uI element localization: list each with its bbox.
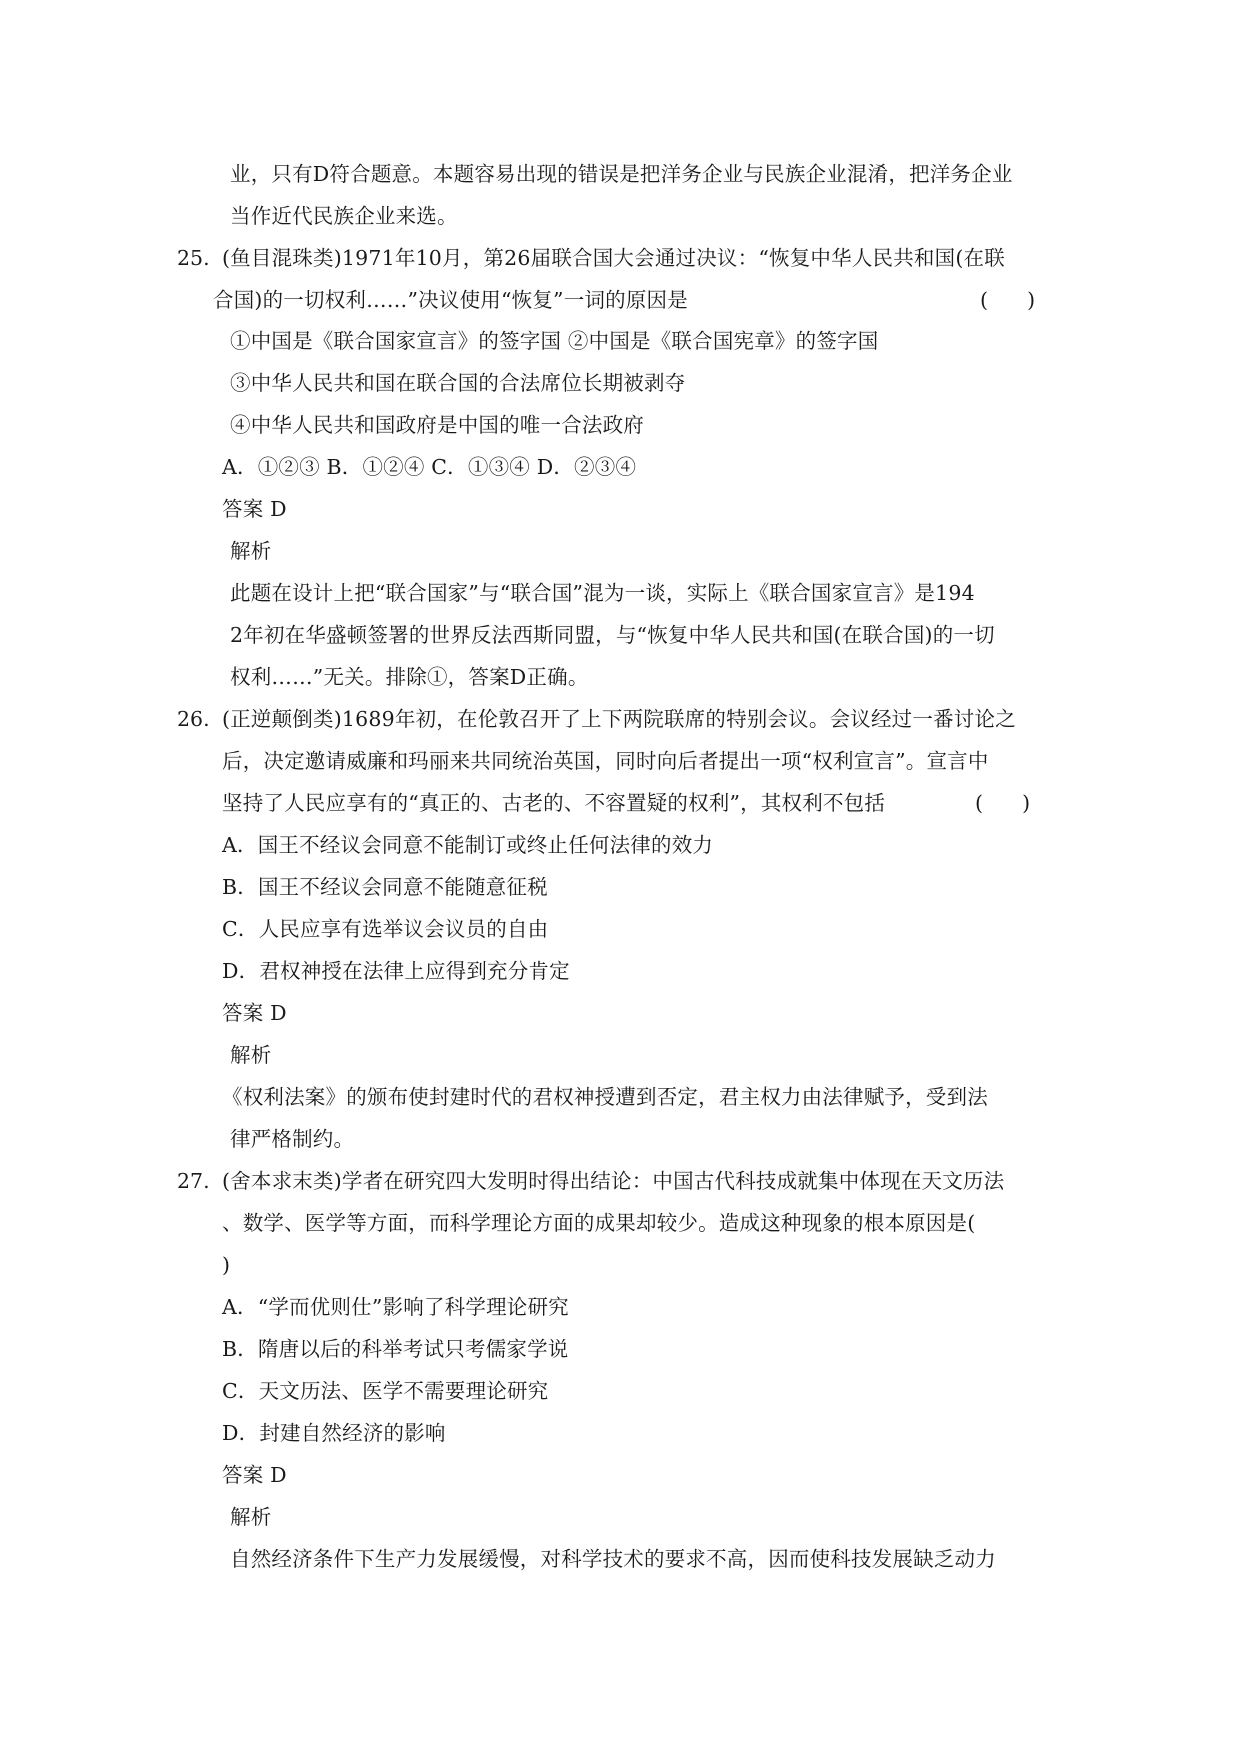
- question-25-answer: 答案 D: [222, 497, 287, 521]
- question-25-stem-line-1: (鱼目混珠类)1971年10月，第26届联合国大会通过决议：“恢复中华人民共和国(在联: [222, 246, 1005, 270]
- question-27-option-a: A．“学而优则仕”影响了科学理论研究: [222, 1295, 569, 1319]
- question-25-analysis-line-2: 2年初在华盛顿签署的世界反法西斯同盟，与“恢复中华人民共和国(在联合国)的一切: [230, 623, 995, 647]
- question-25-number: 25.: [177, 246, 210, 270]
- question-25-statement-3: ③中华人民共和国在联合国的合法席位长期被剥夺: [230, 371, 686, 395]
- question-26-option-d: D．君权神授在法律上应得到充分肯定: [222, 959, 570, 983]
- question-26-option-c: C．人民应享有选举议会议员的自由: [222, 917, 549, 941]
- question-27-option-b: B．隋唐以后的科举考试只考儒家学说: [222, 1337, 569, 1361]
- question-27-answer: 答案 D: [222, 1463, 287, 1487]
- question-25-stem-line-2: 合国)的一切权利……”决议使用“恢复”一词的原因是: [213, 288, 688, 312]
- question-26-number: 26.: [177, 707, 210, 731]
- question-26-stem-line-1: (正逆颠倒类)1689年初，在伦敦召开了上下两院联席的特别会议。会议经过一番讨论之: [222, 707, 1016, 731]
- question-26-option-b: B．国王不经议会同意不能随意征税: [222, 875, 548, 899]
- intro-line-2: 当作近代民族企业来选。: [230, 204, 458, 228]
- question-27-analysis-line-1: 自然经济条件下生产力发展缓慢，对科学技术的要求不高，因而使科技发展缺乏动力: [230, 1547, 996, 1571]
- question-26-answer: 答案 D: [222, 1001, 287, 1025]
- question-27-stem-line-1: (舍本求末类)学者在研究四大发明时得出结论：中国古代科技成就集中体现在天文历法: [222, 1169, 1005, 1193]
- question-25-options: A．①②③ B．①②④ C．①③④ D．②③④: [222, 455, 637, 479]
- question-25-analysis-line-1: 此题在设计上把“联合国家”与“联合国”混为一谈，实际上《联合国家宣言》是194: [230, 581, 975, 605]
- question-26-option-a: A．国王不经议会同意不能制订或终止任何法律的效力: [222, 833, 714, 857]
- question-25-analysis-line-3: 权利……”无关。排除①，答案D正确。: [230, 665, 589, 689]
- question-26-analysis-line-1: 《权利法案》的颁布使封建时代的君权神授遭到否定，君主权力由法律赋予，受到法: [222, 1085, 988, 1109]
- question-26-answer-paren: ( ): [975, 791, 1031, 815]
- intro-line-1: 业，只有D符合题意。本题容易出现的错误是把洋务企业与民族企业混淆，把洋务企业: [230, 162, 1013, 186]
- question-26-stem-line-2: 后，决定邀请威廉和玛丽来共同统治英国，同时向后者提出一项“权利宣言”。宣言中: [222, 749, 989, 773]
- question-27-stem-line-2: 、数学、医学等方面，而科学理论方面的成果却较少。造成这种现象的根本原因是(: [222, 1211, 976, 1235]
- question-25-statement-4: ④中华人民共和国政府是中国的唯一合法政府: [230, 413, 644, 437]
- question-25-statement-1-2: ①中国是《联合国家宣言》的签字国 ②中国是《联合国宪章》的签字国: [230, 329, 879, 353]
- question-27-option-c: C．天文历法、医学不需要理论研究: [222, 1379, 549, 1403]
- question-26-analysis-label: 解析: [230, 1043, 272, 1067]
- question-26-analysis-line-2: 律严格制约。: [230, 1127, 355, 1151]
- question-27-analysis-label: 解析: [230, 1505, 272, 1529]
- question-27-stem-line-3: ): [222, 1253, 231, 1277]
- question-27-option-d: D．封建自然经济的影响: [222, 1421, 446, 1445]
- question-25-analysis-label: 解析: [230, 539, 272, 563]
- question-25-answer-paren: ( ): [980, 288, 1036, 312]
- question-27-number: 27.: [177, 1169, 210, 1193]
- question-26-stem-line-3: 坚持了人民应享有的“真正的、古老的、不容置疑的权利”，其权利不包括: [222, 791, 886, 815]
